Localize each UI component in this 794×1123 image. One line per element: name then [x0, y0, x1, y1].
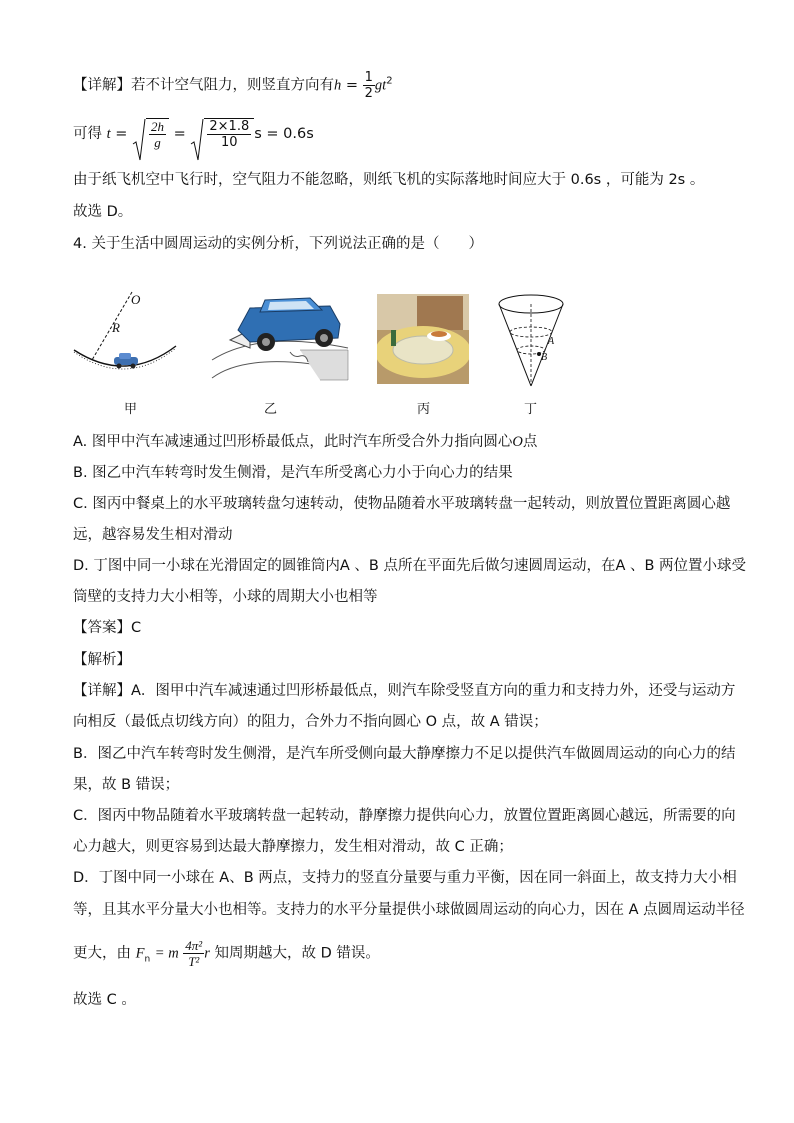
caption-jia: 甲 — [124, 402, 138, 417]
sqrt-1: $\frac{2h}{g}$ — [132, 118, 169, 150]
radical-sign-icon — [132, 118, 146, 162]
equals-1: = — [115, 126, 128, 142]
conclusion-d: 故选 D。 — [73, 204, 133, 220]
var-F: F — [135, 945, 145, 962]
analysis-heading: 【解析】 — [73, 652, 131, 668]
option-b: B. 图乙中汽车转弯时发生侧滑，是汽车所受离心力小于向心力的结果 — [73, 465, 513, 481]
caption-bing: 丙 — [417, 402, 431, 417]
figure-ding-cone — [496, 292, 566, 390]
question-4: 4. 关于生活中圆周运动的实例分析，下列说法正确的是（ ） — [73, 236, 483, 252]
option-d-2: 筒壁的支持力大小相等，小球的周期大小也相等 — [73, 589, 378, 605]
label-B: B — [541, 352, 548, 363]
figure-yi-car-skid — [210, 290, 352, 384]
explanation-line-9: 更大，由 $F_n = m$ $\frac{\text{4π²}}{\text{T²}}$ r 知周期越大，故 D 错误。 — [73, 938, 380, 969]
option-c-2: 远，越容易发生相对滑动 — [73, 527, 233, 543]
detail-line-1 — [73, 70, 393, 101]
equals: = — [345, 77, 359, 94]
explanation-line-4: 果，故 B 错误； — [73, 777, 180, 793]
explanation-line-8: 等，且其水平分量大小也相等。支持力的水平分量提供小球做圆周运动的向心力，因在 A 点圆周运动半径 — [73, 902, 745, 918]
detail-line-2 — [73, 118, 314, 150]
equals-2: = — [173, 126, 186, 142]
label-R: R — [112, 320, 120, 335]
label-O: O — [131, 292, 141, 307]
label-A: A — [548, 336, 555, 347]
exp-2: 2 — [386, 75, 393, 87]
var-t: t — [106, 126, 111, 142]
sqrt-2: $\frac{2\times 1.8}{10}$ — [190, 118, 254, 150]
caption-yi: 乙 — [264, 402, 278, 417]
explanation-line-5: C．图丙中物品随着水平玻璃转盘一起转动，静摩擦力提供向心力，放置位置距离圆心越远，所需要的向 — [73, 808, 736, 824]
explanation-line-2: 向相反（最低点切线方向）的阻力，合外力不指向圆心 O 点，故 A 错误； — [73, 714, 548, 730]
var-gt: gt — [374, 77, 387, 94]
fraction-4pi2-T2: $\frac{\text{4π²}}{\text{T²}}$ — [185, 938, 203, 969]
explanation-line-1: 【详解】A．图甲中汽车减速通过凹形桥最低点，则汽车除受竖直方向的重力和支持力外，还受与运动方 — [73, 683, 736, 699]
explanation-line-7: D．丁图中同一小球在 A、B 两点，支持力的竖直分量要与重力平衡，因在同一斜面上，故支持力大小相 — [73, 870, 737, 886]
detail-text: 若不计空气阻力，则竖直方向有 — [131, 77, 334, 94]
explanation-line-6: 心力越大，则更容易到达最大静摩擦力，发生相对滑动，故 C 正确； — [73, 839, 513, 855]
option-a: A. 图甲中汽车减速通过凹形桥最低点，此时汽车所受合外力指向圆心O点 — [73, 434, 538, 450]
frac-den: 2 — [364, 86, 373, 101]
fraction-half — [363, 70, 375, 101]
figure-bing-turntable — [377, 294, 469, 384]
var-h: h — [334, 77, 342, 94]
detail-line-3: 由于纸飞机空中飞行时，空气阻力不能忽略，则纸飞机的实际落地时间应大于 0.6s ，可能为 2s 。 — [73, 172, 705, 188]
explanation-line-3: B．图乙中汽车转弯时发生侧滑，是汽车所受侧向最大静摩擦力不足以提供汽车做圆周运动的向心力的结 — [73, 746, 736, 762]
answer: 【答案】C — [73, 620, 142, 636]
option-c-1: C. 图丙中餐桌上的水平玻璃转盘匀速转动，使物品随着水平玻璃转盘一起转动，则放置位置距离圆心越 — [73, 496, 731, 512]
figure-jia-bridge — [70, 288, 180, 378]
detail-tag: 【详解】 — [73, 77, 131, 94]
caption-ding: 丁 — [524, 402, 538, 417]
option-d-1: D. 丁图中同一小球在光滑固定的圆锥筒内A 、B 点所在平面先后做匀速圆周运动，在A 、B 两位置小球受 — [73, 558, 747, 574]
result: s = 0.6s — [254, 126, 314, 142]
radical-sign-icon — [190, 118, 204, 162]
frac-num: 1 — [364, 70, 373, 85]
prefix: 可得 — [73, 126, 102, 142]
conclusion-c: 故选 C 。 — [73, 992, 136, 1008]
